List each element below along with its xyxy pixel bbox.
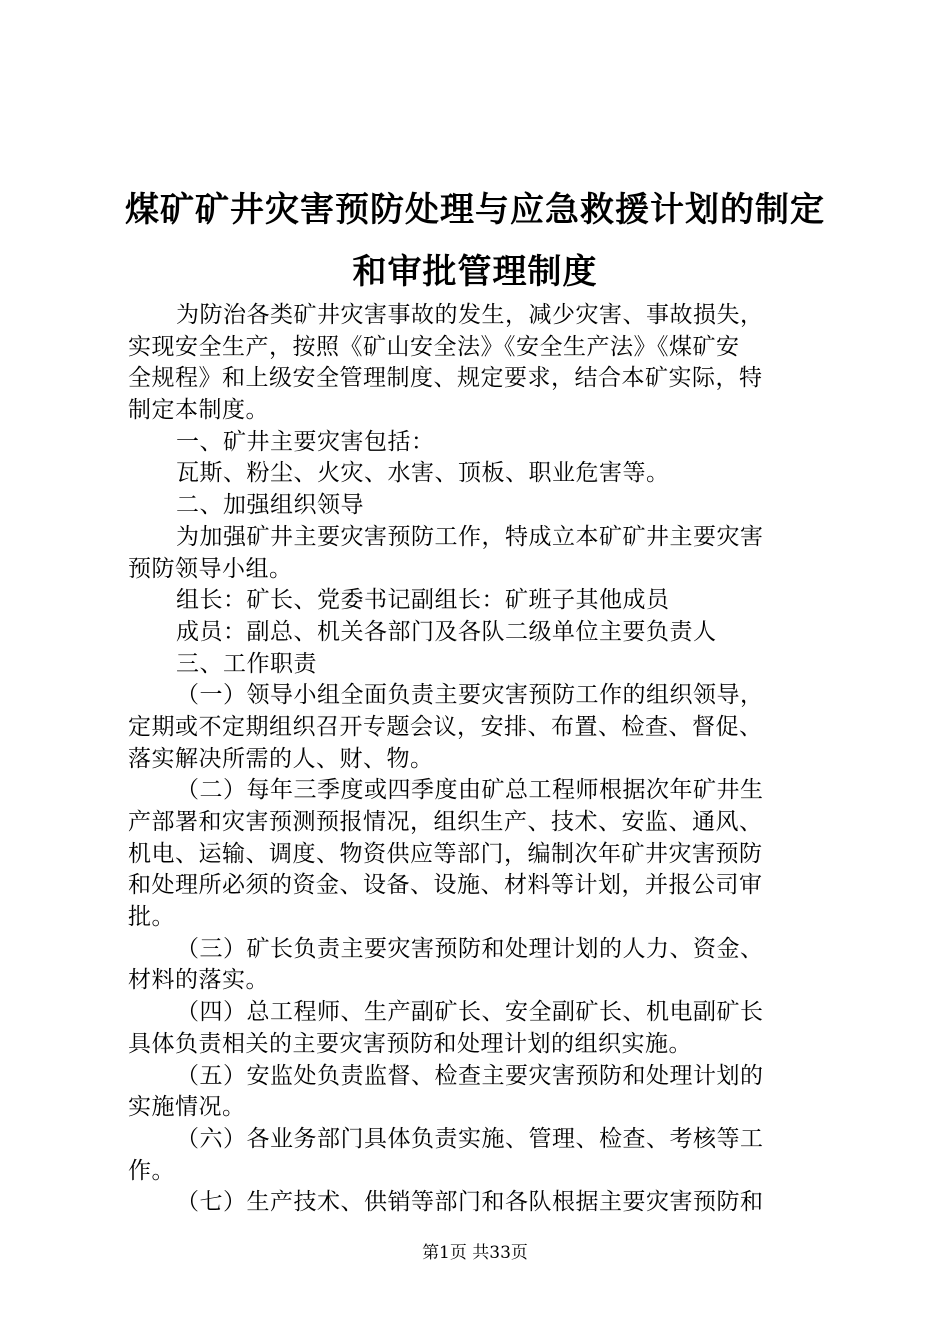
body-line: 和处理所必须的资金、设备、设施、材料等计划，并报公司审	[128, 872, 763, 899]
body-line: 落实解决所需的人、财、物。	[128, 745, 434, 772]
body-line: 预防领导小组。	[128, 555, 293, 582]
body-line: 为加强矿井主要灾害预防工作，特成立本矿矿井主要灾害	[176, 523, 764, 550]
body-line: （六）各业务部门具体负责实施、管理、检查、考核等工	[176, 1125, 764, 1152]
body-line: 实现安全生产，按照《矿山安全法》《安全生产法》《煤矿安	[128, 333, 740, 360]
body-line: 材料的落实。	[128, 967, 269, 994]
body-line: （一）领导小组全面负责主要灾害预防工作的组织领导，	[176, 682, 764, 709]
body-line: （三）矿长负责主要灾害预防和处理计划的人力、资金、	[176, 935, 764, 962]
body-line: 实施情况。	[128, 1094, 246, 1121]
body-line: 一、矿井主要灾害包括：	[176, 428, 435, 455]
body-line: 为防治各类矿井灾害事故的发生，减少灾害、事故损失，	[176, 302, 764, 328]
body-line: 二、加强组织领导	[176, 492, 364, 519]
body-line: 定期或不定期组织召开专题会议，安排、布置、检查、督促、	[128, 713, 763, 740]
body-line: （五）安监处负责监督、检查主要灾害预防和处理计划的	[176, 1062, 764, 1089]
body-line: （四）总工程师、生产副矿长、安全副矿长、机电副矿长	[176, 999, 764, 1026]
body-line: 具体负责相关的主要灾害预防和处理计划的组织实施。	[128, 1030, 692, 1057]
body-line: 组长：矿长、党委书记副组长：矿班子其他成员	[176, 587, 670, 614]
body-line: 全规程》和上级安全管理制度、规定要求，结合本矿实际，特	[128, 365, 763, 392]
body-line: （七）生产技术、供销等部门和各队根据主要灾害预防和	[176, 1189, 764, 1216]
document-title-line-2: 和审批管理制度	[352, 252, 598, 292]
document-title-line-1: 煤矿矿井灾害预防处理与应急救援计划的制定	[125, 190, 825, 230]
page-footer: 第1页 共33页	[422, 1243, 528, 1263]
body-line: 瓦斯、粉尘、火灾、水害、顶板、职业危害等。	[176, 460, 670, 487]
document-body	[128, 300, 828, 1219]
body-line: 三、工作职责	[176, 650, 317, 677]
body-line: 产部署和灾害预测预报情况，组织生产、技术、安监、通风、	[128, 809, 763, 835]
body-line: （二）每年三季度或四季度由矿总工程师根据次年矿井生	[176, 777, 764, 804]
body-line: 制定本制度。	[128, 397, 269, 424]
body-line: 作。	[128, 1157, 175, 1184]
body-line: 批。	[128, 904, 175, 931]
body-line: 机电、运输、调度、物资供应等部门，编制次年矿井灾害预防	[128, 840, 763, 867]
body-line: 成员：副总、机关各部门及各队二级单位主要负责人	[176, 618, 717, 645]
